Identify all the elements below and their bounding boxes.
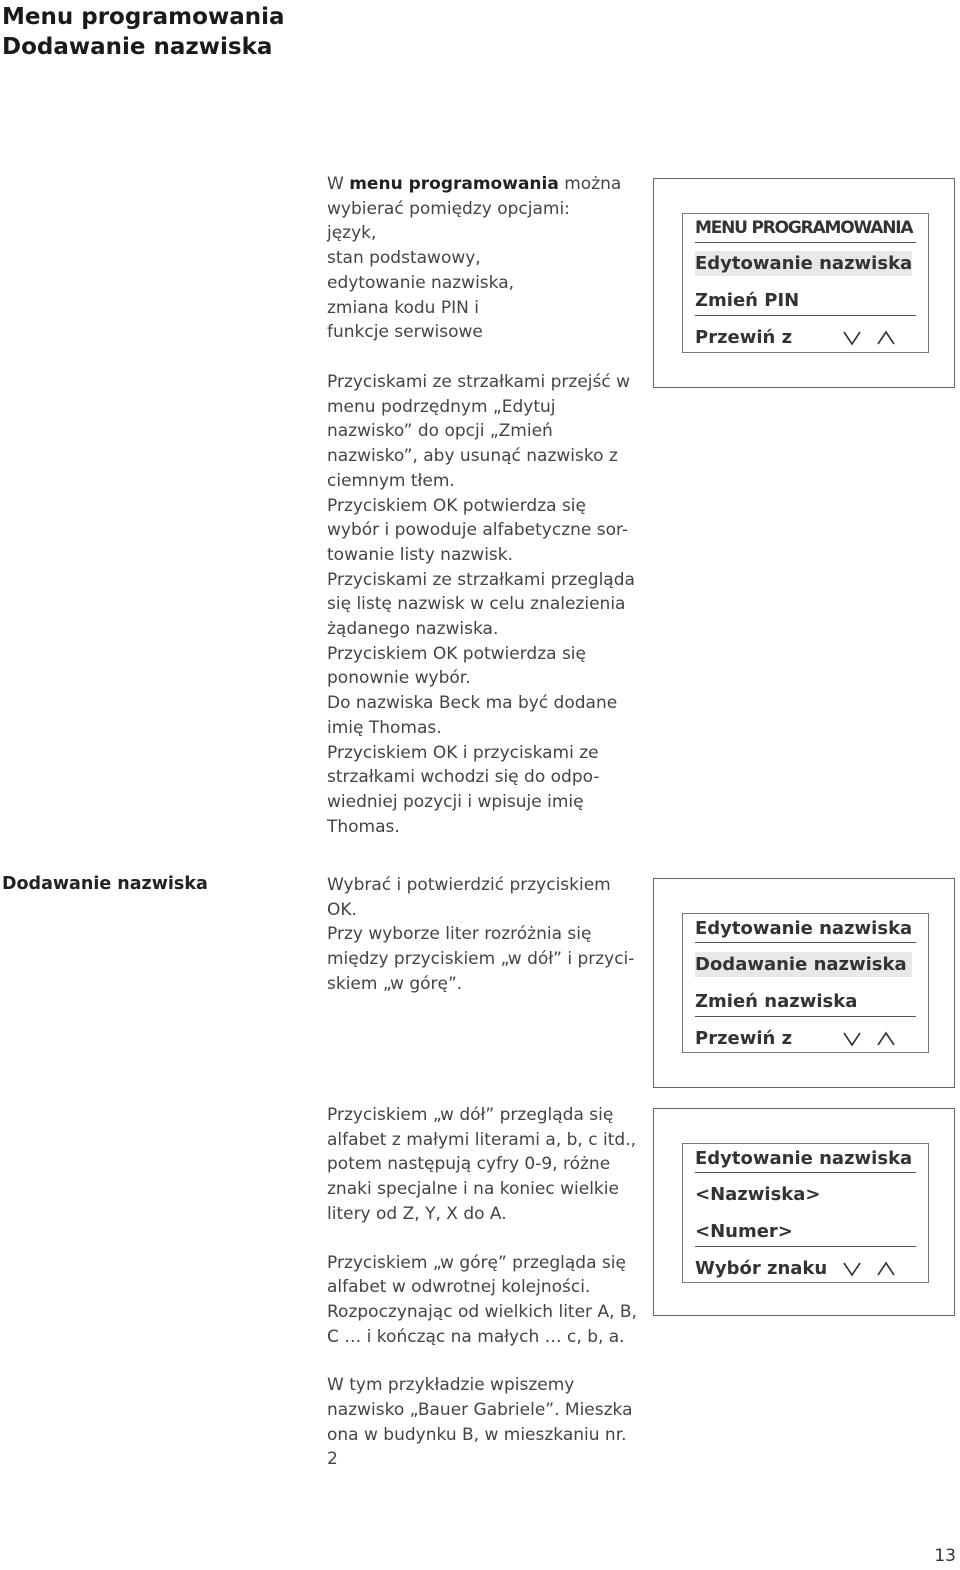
instruction-paragraph: Przyciskiem OK i przyciskami ze strzałkami wchodzi się do odpo-wiedniej pozycji i wpisuje imię Thomas. [327, 742, 600, 837]
lcd-rule [695, 1246, 916, 1247]
section3-paragraph: W tym przykładzie wpiszemy nazwisko „Bauer Gabriele”. Mieszka ona w budynku B, w mieszkaniu nr. 2 [327, 1375, 633, 1470]
intro-text [327, 172, 637, 345]
lcd-rule [695, 242, 916, 243]
lcd-rule [695, 315, 916, 316]
instruction-paragraph: Przyciskiem OK potwierdza się ponownie wybór. [327, 643, 586, 689]
lcd-item: Zmień nazwiska [695, 991, 858, 1012]
lcd-item: <Nazwiska> [695, 1184, 821, 1205]
section3-text [327, 1103, 637, 1472]
lcd-display-3 [682, 1143, 929, 1283]
section3-paragraph: Przyciskiem „w górę” przegląda się alfabet w odwrotnej kolejności. Rozpoczynając od wielkich liter A, B, C … i kończąc na małych … c, b, a. [327, 1252, 637, 1347]
instruction-paragraph: Do nazwiska Beck ma być dodane imię Thomas. [327, 693, 618, 738]
lcd-footer-label: Przewiń z [695, 327, 793, 348]
display-frame-1 [653, 178, 955, 388]
arrow-down-up-icon [842, 329, 898, 347]
page-title-line2: Dodawanie nazwiska [2, 34, 273, 60]
lcd-display-1 [682, 213, 929, 353]
instruction-paragraph: Przyciskami ze strzałkami przegląda się listę nazwisk w celu znalezienia żądanego nazwiska. [327, 569, 635, 640]
display-frame-3 [653, 1108, 955, 1316]
section-label: Dodawanie nazwiska [2, 874, 208, 894]
option-item: edytowanie nazwiska, [327, 272, 515, 293]
lcd-item-selected: Edytowanie nazwiska [695, 253, 913, 274]
lcd-item-selected: Dodawanie nazwiska [695, 952, 912, 977]
section2-paragraph: Wybrać i potwierdzić przyciskiem OK. [327, 875, 611, 920]
lcd-footer [695, 325, 916, 350]
option-item: język, [327, 223, 377, 244]
lcd-title: MENU PROGRAMOWANIA [695, 218, 913, 238]
arrow-down-up-icon [842, 1260, 898, 1278]
lcd-display-2 [682, 913, 929, 1053]
lcd-item: Zmień PIN [695, 290, 800, 311]
lcd-footer-label: Przewiń z [695, 1028, 793, 1049]
intro-post: można wybierać pomiędzy opcjami: [327, 174, 622, 219]
arrow-down-up-icon [842, 1030, 898, 1048]
instruction-paragraph: Przyciskami ze strzałkami przejść w menu podrzędnym „Edytuj nazwisko” do opcji „Zmień nazwisko”, aby usunąć nazwisko z ciemnym tłem. [327, 372, 631, 491]
lcd-footer [695, 1256, 916, 1281]
lcd-title: Edytowanie nazwiska [695, 1148, 913, 1169]
lcd-rule [695, 1016, 916, 1017]
section2-text [327, 873, 637, 997]
option-item: stan podstawowy, [327, 248, 481, 269]
option-item: zmiana kodu PIN i [327, 297, 479, 318]
intro-pre: W [327, 174, 350, 194]
section3-paragraph: Przyciskiem „w dół” przegląda się alfabet z małymi literami a, b, c itd., potem następują cyfry 0-9, różne znaki specjalne i na koniec wielkie litery od Z, Y, X do A. [327, 1105, 636, 1224]
page-number: 13 [934, 1546, 956, 1566]
display-frame-2 [653, 878, 955, 1088]
instructions-text [327, 370, 637, 839]
lcd-footer-label: Wybór znaku [695, 1258, 828, 1279]
lcd-rule [695, 1172, 916, 1173]
option-item: funkcje serwisowe [327, 322, 483, 343]
lcd-rule [695, 942, 916, 943]
section2-paragraph: Przy wyborze liter rozróżnia się między przyciskiem „w dół” i przyci-skiem „w górę”. [327, 924, 635, 994]
page-title [2, 2, 285, 62]
intro-bold: menu programowania [349, 174, 559, 194]
instruction-paragraph: Przyciskiem OK potwierdza się wybór i powoduje alfabetyczne sor-towanie listy nazwisk. [327, 495, 629, 565]
lcd-title: Edytowanie nazwiska [695, 918, 913, 939]
lcd-footer [695, 1026, 916, 1051]
lcd-item: <Numer> [695, 1221, 793, 1242]
page-title-line1: Menu programowania [2, 4, 285, 30]
